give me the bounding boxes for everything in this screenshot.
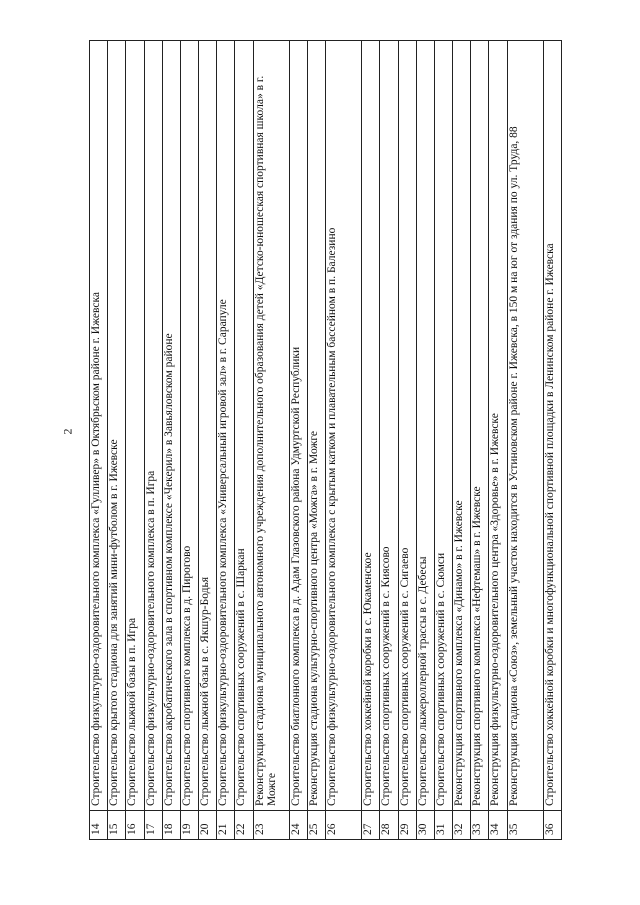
row-number: 16 (126, 811, 144, 840)
table-row (434, 41, 452, 840)
row-text: Строительство физкультурно-оздоровительного комплекса в п. Игра (144, 41, 162, 811)
row-number: 22 (235, 811, 253, 840)
row-text: Реконструкция стадиона «Союз», земельный участок находится в Устиновском районе г. Ижевска, в 150 м на юг от здания по ул. Труда, 88 (507, 41, 543, 811)
row-number: 23 (253, 811, 289, 840)
table-row (144, 41, 162, 840)
row-text: Строительство лыжной базы в с. Якшур-Бодья (199, 41, 217, 811)
row-number: 15 (108, 811, 126, 840)
page-number: 2 (60, 428, 75, 435)
table-row (307, 41, 325, 840)
table-row (380, 41, 398, 840)
row-text: Строительство хоккейной коробки и многофункциональной спортивной площадки в Ленинском районе г. Ижевска (543, 41, 561, 811)
row-number: 34 (489, 811, 507, 840)
row-number: 29 (398, 811, 416, 840)
row-text: Строительство физкультурно-оздоровительного комплекса с крытым катком и плавательным бассейном в п. Балезино (326, 41, 362, 811)
row-number: 24 (289, 811, 307, 840)
row-text: Строительство спортивного комплекса в д. Пирогово (180, 41, 198, 811)
row-number: 36 (543, 811, 561, 840)
table-row (162, 41, 180, 840)
row-text: Строительство физкультурно-оздоровительного комплекса «Универсальный игровой зал» в г. Сарапуле (217, 41, 235, 811)
table-row (471, 41, 489, 840)
row-number: 28 (380, 811, 398, 840)
row-text: Строительство биатлонного комплекса в д. Адам Глазовского района Удмуртской Республики (289, 41, 307, 811)
row-text: Строительство спортивных сооружений в с. Киясово (380, 41, 398, 811)
row-number: 20 (199, 811, 217, 840)
row-text: Реконструкция спортивного комплекса «Динамо» в г. Ижевске (453, 41, 471, 811)
row-text: Строительство акробатического зала в спортивном комплексе «Чекерил» в Завьяловском районе (162, 41, 180, 811)
table-row (326, 41, 362, 840)
row-text: Реконструкция спортивного комплекса «Нефтемаш» в г. Ижевске (471, 41, 489, 811)
row-number: 18 (162, 811, 180, 840)
table-row (180, 41, 198, 840)
row-number: 35 (507, 811, 543, 840)
row-number: 25 (307, 811, 325, 840)
table-row (362, 41, 380, 840)
table-row (108, 41, 126, 840)
row-number: 19 (180, 811, 198, 840)
row-number: 27 (362, 811, 380, 840)
projects-table-rotated (89, 40, 562, 840)
table-row (235, 41, 253, 840)
table-row (253, 41, 289, 840)
table-row (489, 41, 507, 840)
row-number: 30 (416, 811, 434, 840)
table-row (453, 41, 471, 840)
row-text: Строительство физкультурно-оздоровительного комплекса «Гулливер» в Октябрьском районе г. Ижевска (90, 41, 108, 811)
row-number: 33 (471, 811, 489, 840)
row-text: Строительство лыжной базы в п. Игра (126, 41, 144, 811)
row-text: Реконструкция стадиона культурно-спортивного центра «Можга» в г. Можге (307, 41, 325, 811)
table-row (507, 41, 543, 840)
table-row (90, 41, 108, 840)
row-number: 32 (453, 811, 471, 840)
table-row (217, 41, 235, 840)
row-number: 17 (144, 811, 162, 840)
table-row (289, 41, 307, 840)
row-text: Реконструкция физкультурно-оздоровительного центра «Здоровье» в г. Ижевске (489, 41, 507, 811)
table-row (199, 41, 217, 840)
row-text: Строительство спортивных сооружений в с. Сюмси (434, 41, 452, 811)
row-number: 14 (90, 811, 108, 840)
row-number: 31 (434, 811, 452, 840)
row-text: Строительство лыжероллерной трассы в с. Дебесы (416, 41, 434, 811)
row-text: Строительство спортивных сооружений в с. Сигаево (398, 41, 416, 811)
table-row (416, 41, 434, 840)
row-text: Строительство крытого стадиона для занятий мини-футболом в г. Ижевске (108, 41, 126, 811)
row-text: Строительство хоккейной коробки в с. Юкаменское (362, 41, 380, 811)
row-text: Строительство спортивных сооружений в с. Шаркан (235, 41, 253, 811)
row-number: 26 (326, 811, 362, 840)
table-row (126, 41, 144, 840)
row-text: Реконструкция стадиона муниципального автономного учреждения дополнительного образования детей «Детско-юношеская спортивная школа» в г. Можге (253, 41, 289, 811)
row-number: 21 (217, 811, 235, 840)
table-row (398, 41, 416, 840)
table-row (543, 41, 561, 840)
projects-table (89, 40, 562, 840)
